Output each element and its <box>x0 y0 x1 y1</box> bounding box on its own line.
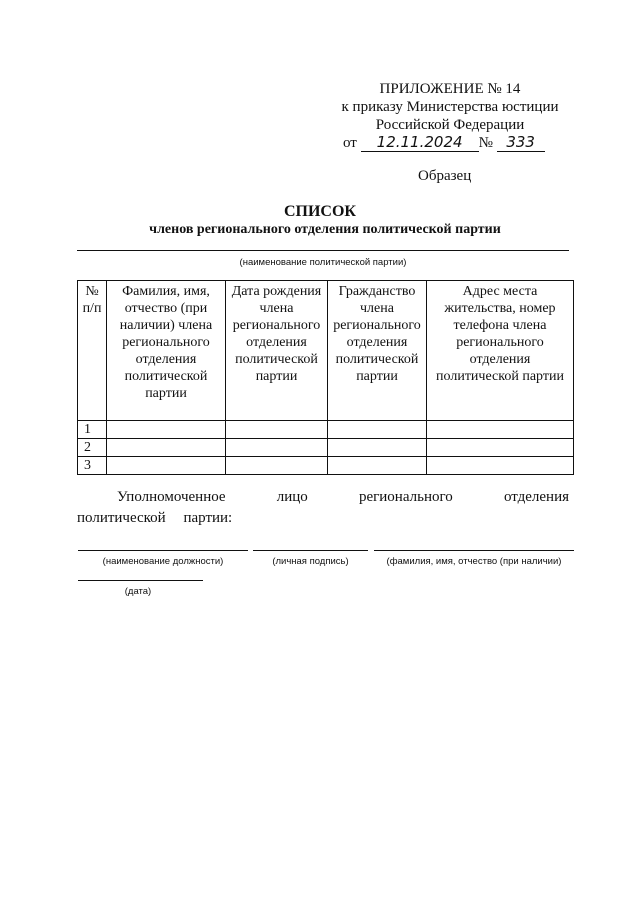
date-number-line <box>343 133 573 152</box>
members-table <box>77 280 574 475</box>
appendix-block <box>330 80 570 134</box>
federation-line: Российской Федерации <box>375 117 525 133</box>
date-line <box>78 580 203 581</box>
signature-caption: (личная подпись) <box>272 556 349 567</box>
col-full-name: Фамилия, имя, отчество (при наличии) члена регионального отделения политической партии <box>107 281 226 421</box>
row-number: 3 <box>78 457 107 475</box>
document-title: СПИСОК <box>283 203 357 220</box>
table-row <box>78 439 574 457</box>
col-birth-date: Дата рождения члена регионального отделения политической партии <box>226 281 328 421</box>
col-address: Адрес места жительства, номер телефона члена регионального отделения политической партии <box>427 281 574 421</box>
order-line: к приказу Министерства юстиции <box>341 99 559 115</box>
from-label: от <box>343 135 357 151</box>
table-row <box>78 421 574 439</box>
order-date: 12.11.2024 <box>361 133 479 152</box>
position-caption: (наименование должности) <box>102 556 224 567</box>
sample-label: Образец <box>418 168 472 184</box>
date-caption: (дата) <box>124 586 152 597</box>
full-name-caption: (фамилия, имя, отчество (при наличии) <box>386 556 562 567</box>
table-row <box>78 457 574 475</box>
col-number: № п/п <box>78 281 107 421</box>
col-citizenship: Гражданство члена регионального отделения политической партии <box>328 281 427 421</box>
full-name-line <box>374 550 574 551</box>
authorized-person-text: Уполномоченное лицо регионального отделения политической партии: <box>77 489 569 526</box>
position-line <box>78 550 248 551</box>
table-header-row <box>78 281 574 421</box>
signature-line <box>253 550 368 551</box>
document-subtitle: членов регионального отделения политической партии <box>149 222 501 237</box>
row-number: 1 <box>78 421 107 439</box>
row-number: 2 <box>78 439 107 457</box>
party-name-caption: (наименование политической партии) <box>239 257 407 268</box>
order-number: 333 <box>497 133 545 152</box>
appendix-title: ПРИЛОЖЕНИЕ № 14 <box>379 81 521 97</box>
party-name-line <box>77 250 569 251</box>
number-label: № <box>478 135 493 151</box>
